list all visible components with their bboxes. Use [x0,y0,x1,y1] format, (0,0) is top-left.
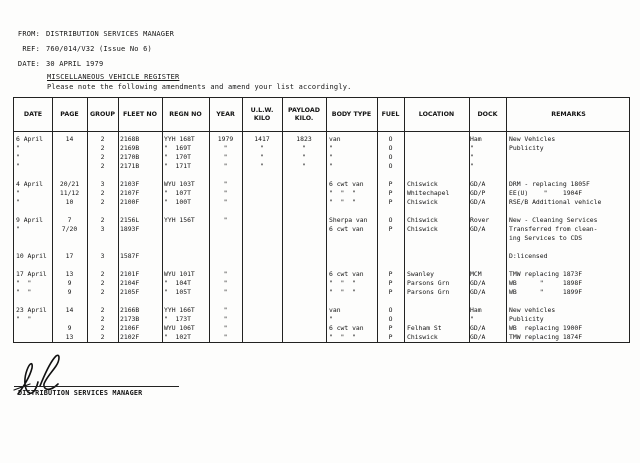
cell-page: 17 [65,252,74,260]
cell-body: Sherpa van [329,216,368,224]
table-row [14,189,629,197]
table-row [14,297,629,305]
cell-group: 2 [100,144,105,152]
cell-dock: Rover [470,216,490,224]
cell-body: 6 cwt van [329,270,364,278]
cell-date: 4 April [16,180,43,188]
cell-remarks: ing Services to CDS [509,234,583,242]
cell-year: " [223,288,228,296]
cell-body: van [329,306,341,314]
from-line [4,30,174,38]
cell-regn: WYU 106T [164,324,195,332]
cell-location: Chiswick [407,198,438,206]
cell-dock: Ham [470,135,482,143]
cell-regn: " 169T [164,144,191,152]
cell-year: " [223,153,228,161]
table-row [14,225,629,233]
cell-location: Chiswick [407,180,438,188]
cell-dock: GD/A [470,288,486,296]
cell-remarks: EE(U) " 1904F [509,189,583,197]
col-header-ulw: U.L.W. KILO [250,107,274,122]
cell-group: 3 [100,180,105,188]
cell-fuel: P [388,225,393,233]
cell-remarks: DRM - replacing 1805F [509,180,590,188]
cell-year: " [223,144,228,152]
cell-year: " [223,270,228,278]
cell-fleet: 2102F [120,333,140,341]
table-row [14,270,629,278]
cell-date: " [16,189,20,197]
cell-fleet: 1893F [120,225,140,233]
from-value: DISTRIBUTION SERVICES MANAGER [46,30,175,38]
date-label: DATE: [17,60,40,68]
cell-group: 2 [100,324,105,332]
cell-group: 2 [100,135,105,143]
date-value: 30 APRIL 1979 [46,60,104,68]
table-row [14,180,629,188]
cell-fleet: 2105F [120,288,140,296]
cell-fuel: P [388,180,393,188]
cell-fuel: O [388,315,393,323]
cell-page: 7 [67,216,72,224]
col-header-year: YEAR [216,111,235,118]
cell-body: " [329,315,333,323]
cell-date: 23 April [16,306,47,314]
cell-remarks: TMW replacing 1874F [509,333,583,341]
cell-remarks: Publicity [509,144,544,152]
cell-fuel: O [388,216,393,224]
cell-ulw: 1417 [254,135,270,143]
cell-date: 10 April [16,252,47,260]
cell-regn: " 105T [164,288,191,296]
cell-fuel: O [388,144,393,152]
vehicle-register-table [13,97,630,343]
cell-location: Parsons Grn [407,288,450,296]
cell-fuel: P [388,270,393,278]
cell-remarks: RSE/B Additional vehicle [509,198,602,206]
table-row [14,315,629,323]
cell-remarks: WB " 1898F [509,279,583,287]
cell-date: " " [16,315,32,323]
cell-remarks: New Vehicles [509,135,556,143]
cell-body: " " " [329,279,356,287]
cell-regn: YYH 166T [164,306,195,314]
cell-payload: 1823 [296,135,312,143]
table-row [14,252,629,260]
cell-fuel: P [388,198,393,206]
table-row [14,279,629,287]
table-row [14,144,629,152]
cell-year: " [223,198,228,206]
cell-remarks: WB replacing 1900F [509,324,583,332]
cell-fleet: 2100F [120,198,140,206]
cell-body: van [329,135,341,143]
cell-body: " [329,153,333,161]
table-row [14,243,629,251]
cell-remarks: Publicity [509,315,544,323]
col-header-location: LOCATION [418,111,455,118]
col-header-remarks: REMARKS [551,111,586,118]
cell-dock: GD/A [470,333,486,341]
cell-page: 14 [65,306,74,314]
col-header-date: DATE [23,111,43,118]
cell-fuel: P [388,333,393,341]
cell-fleet: 1587F [120,252,140,260]
col-header-regn-no: REGN NO [169,111,202,118]
cell-fleet: 2170B [120,153,140,161]
cell-body: " " " [329,189,356,197]
cell-group: 3 [100,225,105,233]
cell-dock: MCM [470,270,482,278]
cell-regn: " 173T [164,315,191,323]
cell-body: " " " [329,198,356,206]
cell-remarks: Transferred from clean- [509,225,598,233]
cell-fuel: O [388,135,393,143]
cell-fleet: 2156L [120,216,140,224]
cell-dock: GD/A [470,198,486,206]
cell-fuel: P [388,288,393,296]
cell-fleet: 2103F [120,180,140,188]
table-row [14,324,629,332]
col-header-fuel: FUEL [381,111,400,118]
cell-fuel: O [388,162,393,170]
cell-year: " [223,216,228,224]
cell-group: 2 [100,162,105,170]
cell-group: 2 [100,198,105,206]
cell-date: " [16,162,20,170]
table-row [14,288,629,296]
cell-year: " [223,189,228,197]
cell-body: 6 cwt van [329,180,364,188]
cell-page: 9 [67,279,72,287]
cell-location: Parsons Grn [407,279,450,287]
col-header-fleet-no: FLEET NO [122,111,158,118]
cell-dock: GD/A [470,180,486,188]
table-row [14,162,629,170]
cell-location: Chiswick [407,216,438,224]
cell-regn: WYU 101T [164,270,195,278]
cell-body: " [329,162,333,170]
cell-group: 2 [100,315,105,323]
cell-page: 9 [67,288,72,296]
cell-fleet: 2101F [120,270,140,278]
cell-body: " " " [329,288,356,296]
cell-group: 3 [100,252,105,260]
date-line [4,60,103,68]
table-row [14,234,629,242]
cell-group: 2 [100,189,105,197]
cell-fleet: 2166B [120,306,140,314]
cell-location: Felham St [407,324,442,332]
cell-year: " [223,162,228,170]
cell-date: 17 April [16,270,47,278]
cell-fuel: P [388,324,393,332]
cell-year: " [223,180,228,188]
table-row [14,333,629,341]
cell-body: " [329,144,333,152]
cell-location: Chiswick [407,333,438,341]
table-row [14,135,629,143]
cell-group: 2 [100,153,105,161]
cell-regn: " 104T [164,279,191,287]
cell-regn: YYH 156T [164,216,195,224]
cell-dock: " [470,144,474,152]
cell-dock: " [470,315,474,323]
cell-date: 9 April [16,216,43,224]
cell-regn: " 102T [164,333,191,341]
table-row [14,216,629,224]
ref-value: 760/014/V32 (Issue No 6) [46,45,152,53]
cell-body: " " " [329,333,356,341]
cell-regn: YYH 168T [164,135,195,143]
cell-fleet: 2173B [120,315,140,323]
cell-payload: " [302,153,306,161]
cell-fuel: O [388,306,393,314]
signature-caption: DISTRIBUTION SERVICES MANAGER [18,389,143,397]
cell-dock: GD/A [470,324,486,332]
cell-fleet: 2169B [120,144,140,152]
cell-date: " " [16,279,32,287]
cell-date: 6 April [16,135,43,143]
cell-date: " [16,153,20,161]
cell-group: 2 [100,288,105,296]
instruction-text: Please note the following amendments and amend your list accordingly. [47,83,352,91]
register-title: MISCELLANEOUS VEHICLE REGISTER [47,73,180,81]
cell-fuel: P [388,279,393,287]
cell-fleet: 2106F [120,324,140,332]
cell-dock: GD/A [470,279,486,287]
cell-remarks: New - Cleaning Services [509,216,598,224]
cell-group: 2 [100,279,105,287]
cell-group: 2 [100,306,105,314]
col-header-page: PAGE [60,111,79,118]
cell-fleet: 2168B [120,135,140,143]
cell-year: " [223,306,228,314]
header-divider [14,131,629,132]
cell-page: 13 [65,333,74,341]
col-header-dock: DOCK [477,111,498,118]
cell-regn: " 171T [164,162,191,170]
cell-fleet: 2171B [120,162,140,170]
col-header-payload: PAYLOAD KILO. [288,107,320,122]
cell-group: 2 [100,333,105,341]
cell-dock: GD/A [470,225,486,233]
cell-ulw: " [260,162,264,170]
cell-dock: " [470,162,474,170]
table-row [14,198,629,206]
cell-fuel: O [388,153,393,161]
cell-page: 20/21 [59,180,80,188]
cell-year: 1979 [217,135,234,143]
cell-regn: " 170T [164,153,191,161]
cell-location: Whitechapel [407,189,450,197]
cell-remarks: New vehicles [509,306,556,314]
table-row [14,306,629,314]
cell-regn: " 107T [164,189,191,197]
col-header-body-type: BODY TYPE [331,111,372,118]
cell-payload: " [302,162,306,170]
cell-year: " [223,333,228,341]
cell-year: " [223,279,228,287]
cell-page: 9 [67,324,72,332]
cell-remarks: D:licensed [509,252,548,260]
cell-fleet: 2107F [120,189,140,197]
cell-location: Chiswick [407,225,438,233]
cell-date: " [16,225,20,233]
cell-fleet: 2104F [120,279,140,287]
cell-remarks: TMW replacing 1873F [509,270,583,278]
from-label: FROM: [17,30,40,38]
table-row [14,207,629,215]
table-row [14,261,629,269]
cell-page: 7/20 [61,225,78,233]
table-row [14,153,629,161]
cell-page: 10 [65,198,74,206]
cell-regn: " 100T [164,198,191,206]
cell-regn: WYU 103T [164,180,195,188]
signature-line [14,386,179,387]
cell-group: 2 [100,270,105,278]
cell-ulw: " [260,153,264,161]
cell-date: " [16,198,20,206]
cell-dock: " [470,153,474,161]
cell-body: 6 cwt van [329,225,364,233]
cell-payload: " [302,144,306,152]
table-row [14,171,629,179]
cell-year: " [223,315,228,323]
ref-line [4,45,152,53]
cell-remarks: WB " 1899F [509,288,583,296]
cell-page: 11/12 [59,189,80,197]
cell-date: " " [16,288,32,296]
cell-group: 2 [100,216,105,224]
col-header-group: GROUP [89,111,116,118]
cell-dock: GD/P [470,189,486,197]
cell-date: " [16,144,20,152]
cell-page: 13 [65,270,74,278]
cell-ulw: " [260,144,264,152]
cell-fuel: P [388,189,393,197]
cell-page: 14 [65,135,74,143]
cell-location: Swanley [407,270,434,278]
cell-year: " [223,324,228,332]
cell-body: 6 cwt van [329,324,364,332]
ref-label: REF: [22,45,40,53]
cell-dock: Ham [470,306,482,314]
